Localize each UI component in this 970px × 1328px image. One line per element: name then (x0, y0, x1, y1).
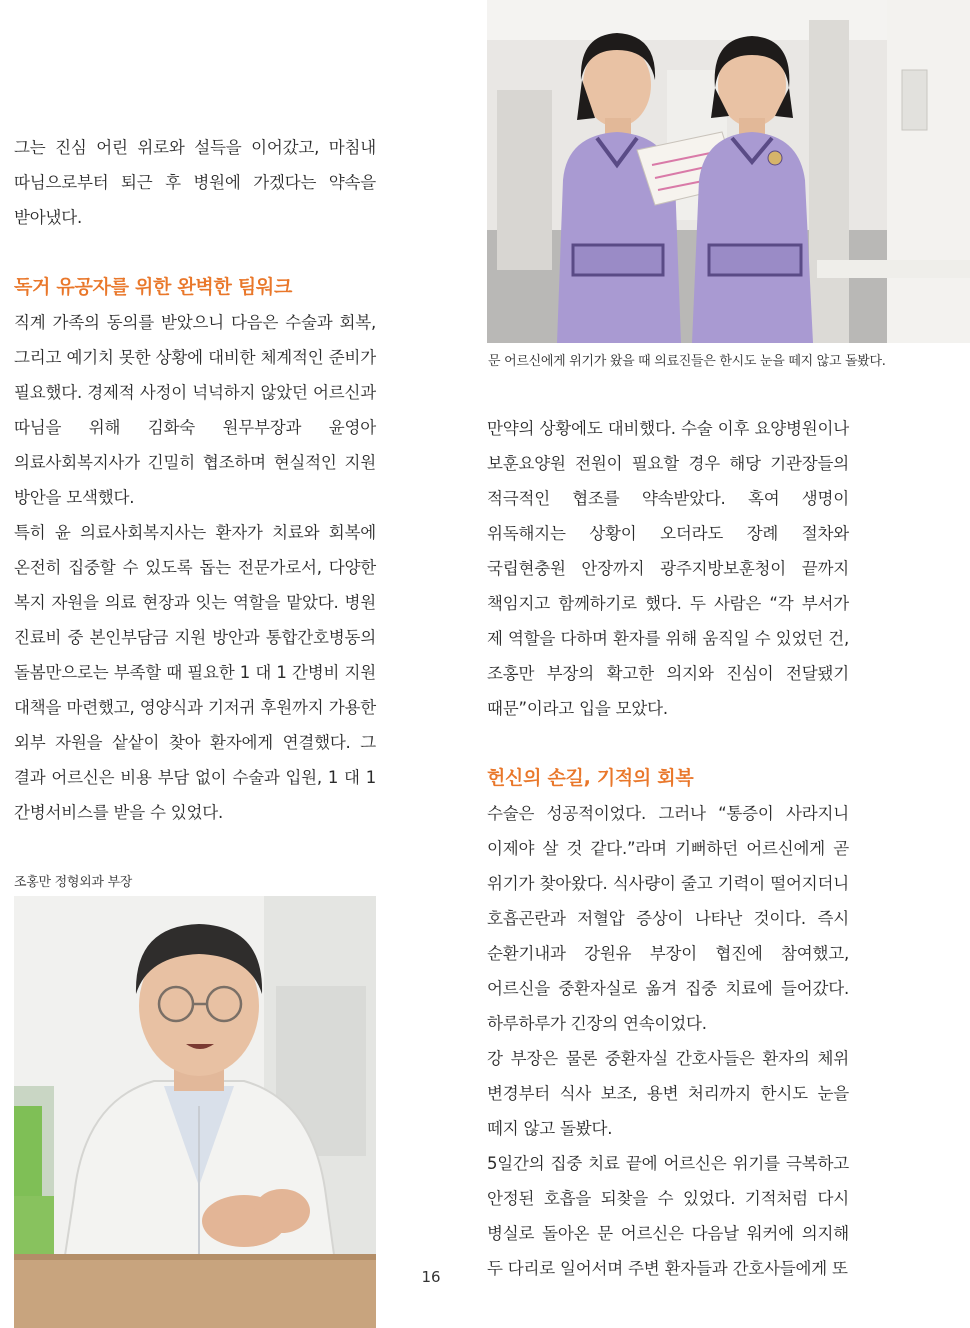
left-column (14, 130, 376, 830)
nurses-illustration (487, 0, 970, 343)
doctor-photo (14, 896, 376, 1328)
recovery-paragraph-2: 강 부장은 물론 중환자실 간호사들은 환자의 체위 변경부터 식사 보조, 용변 처리까지 한시도 눈을 떼지 않고 돌봤다. (487, 1049, 849, 1138)
right-column (487, 411, 849, 1286)
preparation-paragraph: 만약의 상황에도 대비했다. 수술 이후 요양병원이나 보훈요양원 전원이 필요할 경우 해당 기관장들의 적극적인 협조를 약속받았다. 혹여 생명이 위독해지는 상황이 오더라도 장례 절차와 국립현충원 안장까지 광주지방보훈청이 끝까지 책임지고 함께하기로 했다. 두 사람은 “각 부서가 제 역할을 다하며 환자를 위해 움직일 수 있었던 건, 조홍만 부장의 확고한 의지와 진심이 전달됐기 때문”이라고 입을 모았다. (487, 419, 849, 718)
doctor-photo-caption: 조홍만 정형외과 부장 (14, 875, 132, 890)
nurses-photo (487, 0, 970, 343)
recovery-paragraph-1: 수술은 성공적이었다. 그러나 “통증이 사라지니 이제야 살 것 같다.”라며 기뻐하던 어르신에게 곧 위기가 찾아왔다. 식사량이 줄고 기력이 떨어지더니 호흡곤란과 저혈압 증상이 나타난 것이다. 즉시 순환기내과 강원유 부장이 협진에 참여했고, 어르신을 중환자실로 옮겨 집중 치료에 들어갔다. 하루하루가 긴장의 연속이었다. (487, 804, 849, 1033)
intro-paragraph: 그는 진심 어린 위로와 설득을 이어갔고, 마침내 따님으로부터 퇴근 후 병원에 가겠다는 약속을 받아냈다. (14, 138, 376, 227)
recovery-paragraph-3: 5일간의 집중 치료 끝에 어르신은 위기를 극복하고 안정된 호흡을 되찾을 수 있었다. 기적처럼 다시 병실로 돌아온 문 어르신은 다음날 워커에 의지해 두 다리로 일어서며 주변 환자들과 간호사들에게 또 (487, 1154, 849, 1278)
nurses-photo-caption: 문 어르신에게 위기가 왔을 때 의료진들은 한시도 눈을 떼지 않고 돌봤다. (488, 354, 886, 369)
doctor-illustration (14, 896, 376, 1328)
section-heading-recovery: 헌신의 손길, 기적의 회복 (487, 767, 694, 789)
page-number: 16 (421, 1268, 441, 1286)
teamwork-paragraph-1: 직계 가족의 동의를 받았으니 다음은 수술과 회복, 그리고 예기치 못한 상황에 대비한 체계적인 준비가 필요했다. 경제적 사정이 넉넉하지 않았던 어르신과 따님을 위해 김화숙 원무부장과 윤영아 의료사회복지사가 긴밀히 협조하며 현실적인 지원 방안을 모색했다. (14, 313, 376, 507)
section-heading-teamwork: 독거 유공자를 위한 완벽한 팀워크 (14, 276, 293, 298)
teamwork-paragraph-2: 특히 윤 의료사회복지사는 환자가 치료와 회복에 온전히 집중할 수 있도록 돕는 전문가로서, 다양한 복지 자원을 의료 현장과 잇는 역할을 맡았다. 병원 진료비 중 본인부담금 지원 방안과 통합간호병동의 돌봄만으로는 부족할 때 필요한 1 대 1 간병비 지원 대책을 마련했고, 영양식과 기저귀 후원까지 가용한 외부 자원을 샅샅이 찾아 환자에게 연결했다. 그 결과 어르신은 비용 부담 없이 수술과 입원, 1 대 1 간병서비스를 받을 수 있었다. (14, 523, 376, 822)
